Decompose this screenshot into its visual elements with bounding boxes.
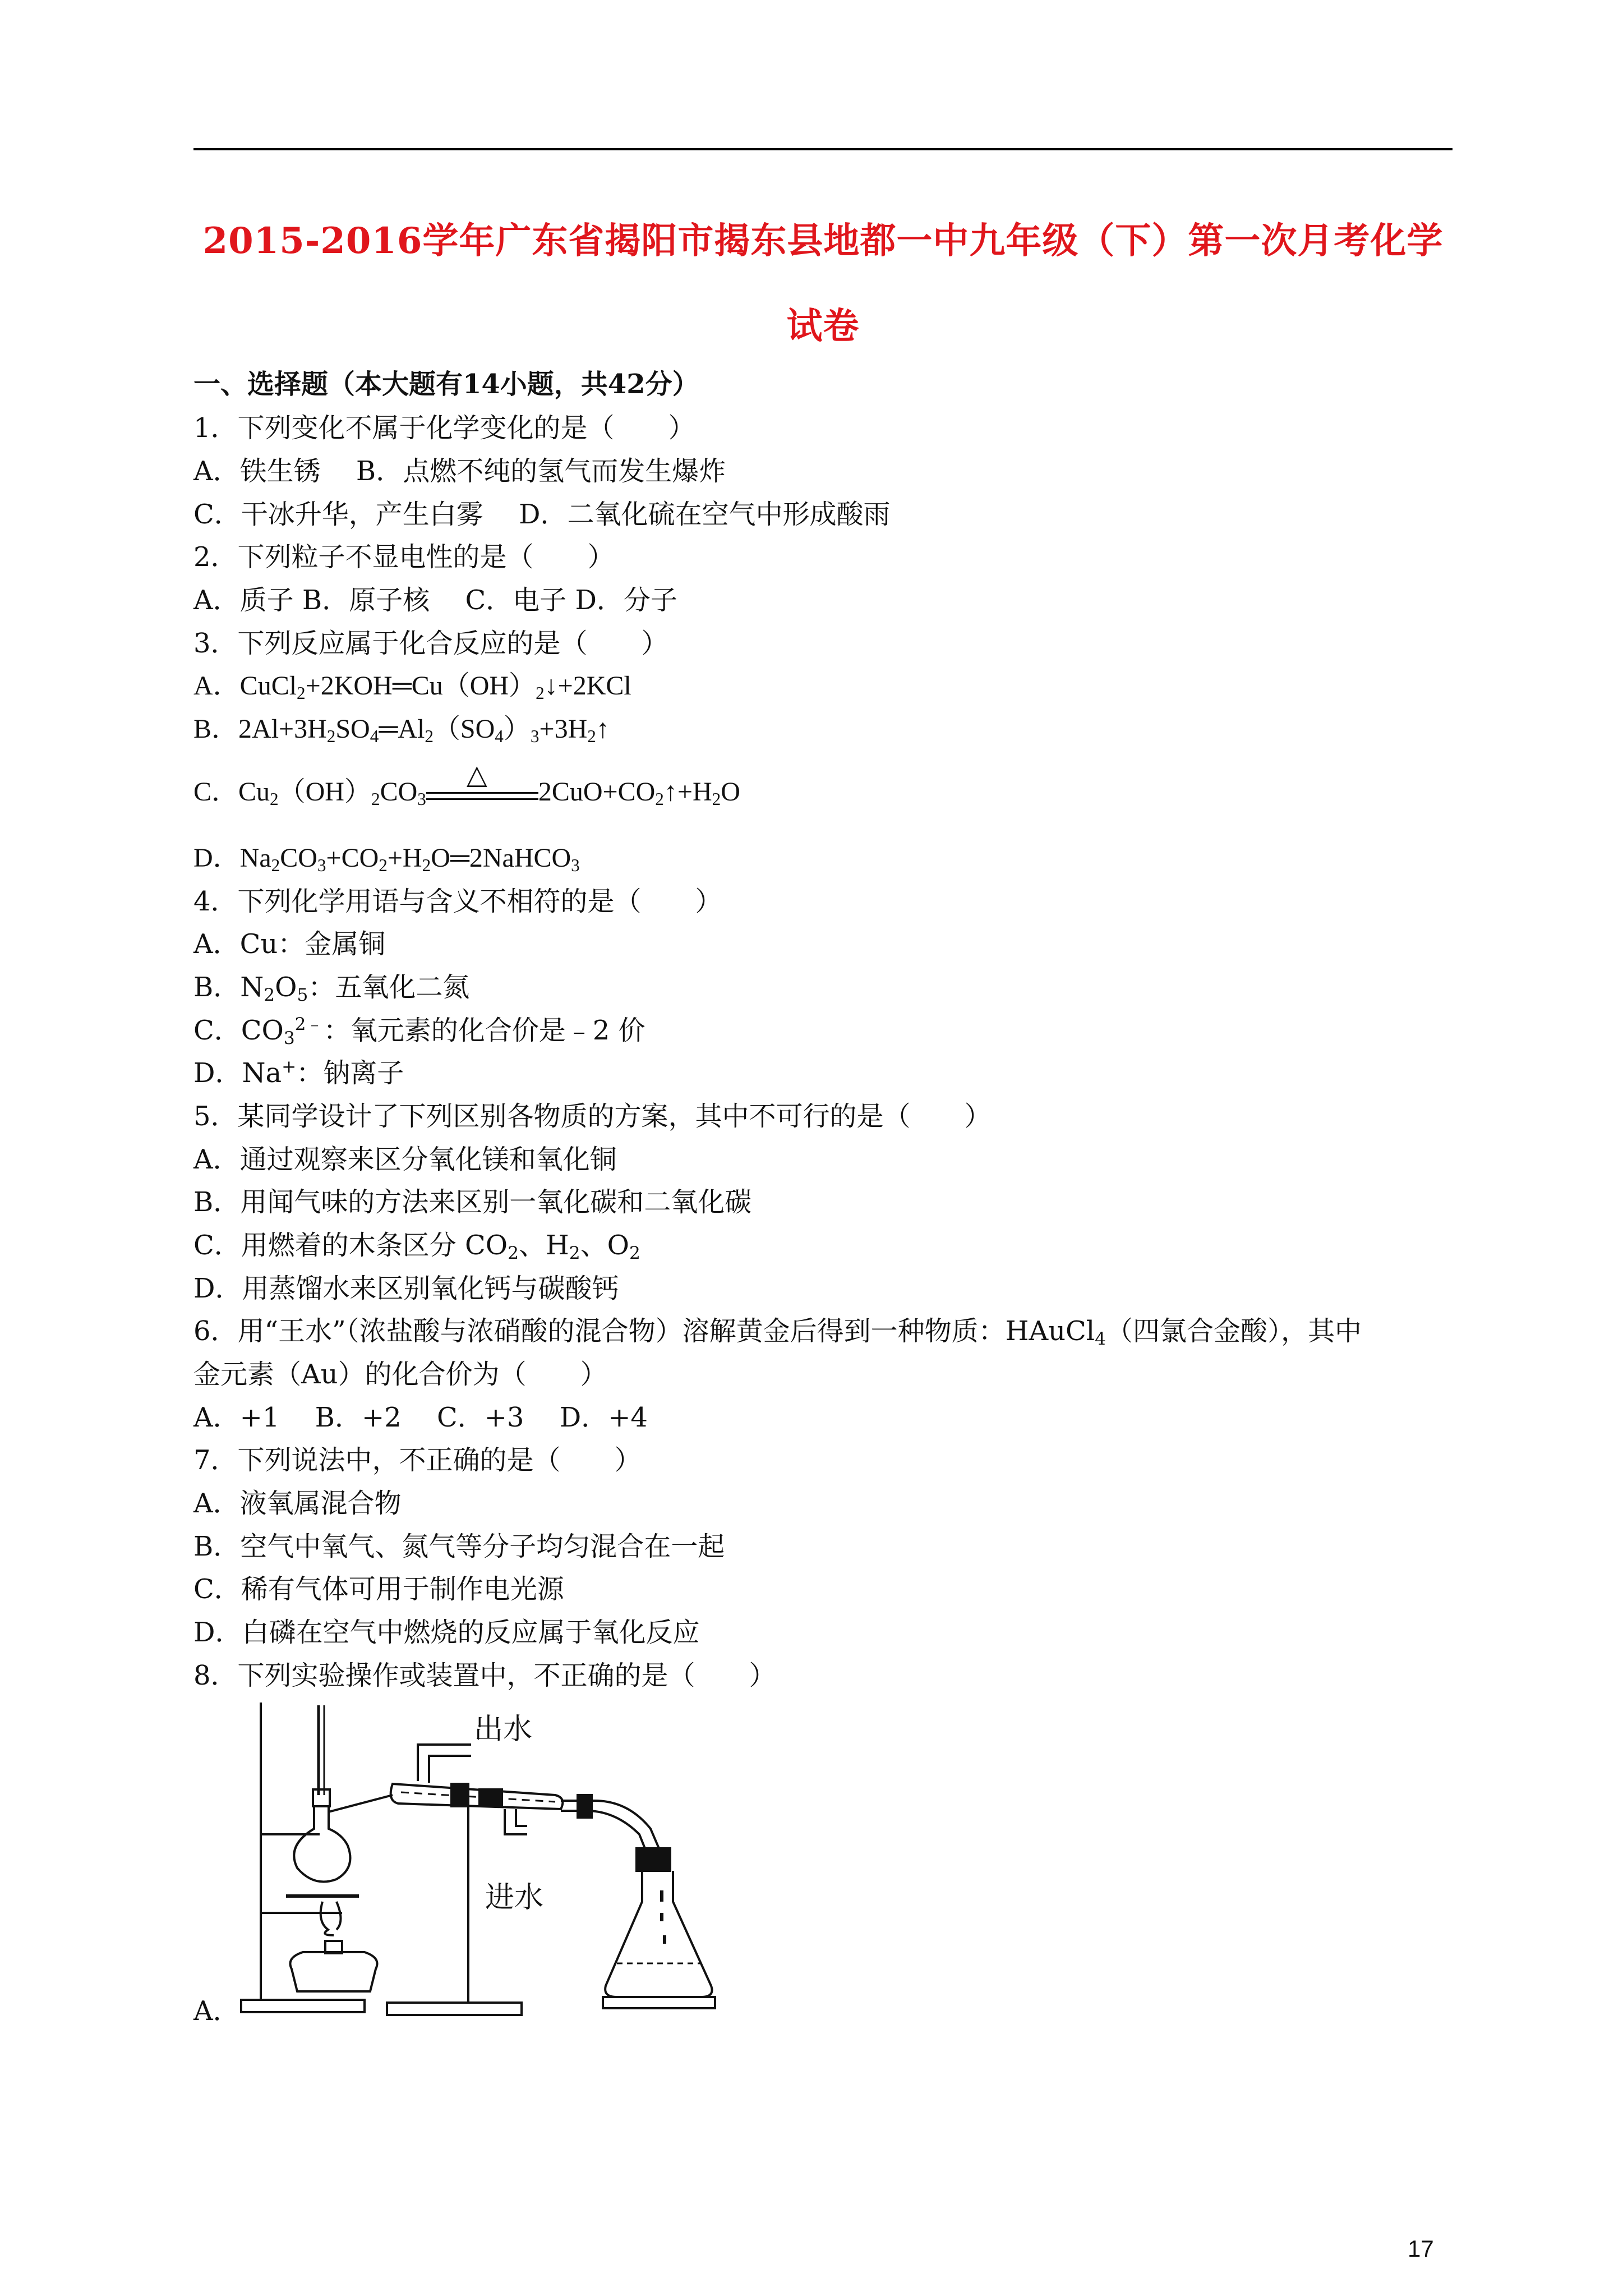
q3-stem: 3．下列反应属于化合反应的是（ ） xyxy=(193,628,668,659)
q7-option-c: C．稀有气体可用于制作电光源 xyxy=(193,1573,564,1605)
q7-option-d: D．白磷在空气中燃烧的反应属于氧化反应 xyxy=(193,1617,700,1648)
q5-option-b: B．用闻气味的方法来区别一氧化碳和二氧化碳 xyxy=(193,1186,752,1218)
q5-option-c: C．用燃着的木条区分 $CO_2$、$H_2$、$O_2$ xyxy=(193,1230,640,1263)
water-in-label: 进水 xyxy=(485,1881,544,1914)
q5-stem: 5．某同学设计了下列区别各物质的方案，其中不可行的是（ ） xyxy=(193,1101,992,1132)
q4-option-a: A．Cu：金属铜 xyxy=(193,928,386,960)
q3-option-c: C．$Cu_2(OH)_2CO_3$ △ $2CuO+CO_2↑+H_2O$ xyxy=(193,775,740,811)
q1-options-ab: A．铁生锈 B．点燃不纯的氢气而发生爆炸 xyxy=(193,455,726,487)
q6-stem-line-1: 6．用“王水”（浓盐酸与浓硝酸的混合物）溶解黄金后得到一种物质：HAuCl$_4$（四氯合金酸），其中 xyxy=(193,1315,1362,1349)
heat-condition-arrow: △ xyxy=(426,777,538,811)
q6-options: A．+1 B．+2 C．+3 D．+4 xyxy=(193,1402,648,1433)
page-number: 17 xyxy=(1408,2235,1434,2262)
q1-options-cd: C．干冰升华，产生白雾 D．二氧化硫在空气中形成酸雨 xyxy=(193,499,891,530)
q7-stem: 7．下列说法中，不正确的是（ ） xyxy=(193,1444,642,1476)
q3-option-b: B．$2Al+3H_2SO_4═Al_2(SO_4)_3+3H_2↑$ xyxy=(193,714,610,746)
q4-stem: 4．下列化学用语与含义不相符的是（ ） xyxy=(193,886,722,917)
q1-stem: 1．下列变化不属于化学变化的是（ ） xyxy=(193,412,695,444)
exam-title-line-1: 2015-2016学年广东省揭阳市揭东县地都一中九年级（下）第一次月考化学 xyxy=(202,220,1444,262)
exam-title-line-2: 试卷 xyxy=(786,305,860,347)
q7-option-b: B．空气中氧气、氮气等分子均匀混合在一起 xyxy=(193,1531,725,1562)
q7-option-a: A．液氧属混合物 xyxy=(193,1488,402,1519)
q8-option-a-label: A． xyxy=(193,1995,240,2027)
section-header: 一、选择题（本大题有14小题，共42分） xyxy=(193,369,699,400)
q4-option-d: D．Na+：钠离子 xyxy=(193,1056,404,1089)
distillation-apparatus-diagram xyxy=(224,1700,886,2019)
q2-options: A．质子 B．原子核 C．电子 D．分子 xyxy=(193,585,677,616)
q5-option-d: D．用蒸馏水来区别氧化钙与碳酸钙 xyxy=(193,1273,619,1304)
q2-stem: 2．下列粒子不显电性的是（ ） xyxy=(193,541,615,573)
header-rule xyxy=(193,148,1453,150)
q5-option-a: A．通过观察来区分氧化镁和氧化铜 xyxy=(193,1144,617,1175)
q8-stem: 8．下列实验操作或装置中，不正确的是（ ） xyxy=(193,1660,776,1691)
q4-option-b: B．$N_2O_5$：五氧化二氮 xyxy=(193,972,470,1005)
q4-option-c: C．$CO_3^{2﹣}$：氧元素的化合价是﹣2 价 xyxy=(193,1014,645,1048)
q6-stem-line-2: 金元素（Au）的化合价为（ ） xyxy=(193,1359,607,1390)
q3-option-d: D．$Na_2CO_3+CO_2+H_2O═2NaHCO_3$ xyxy=(193,843,580,875)
water-out-label: 出水 xyxy=(474,1713,533,1746)
q3-option-a: A．$CuCl_2+2KOH═Cu(OH)_2↓+2KCl$ xyxy=(193,671,631,703)
